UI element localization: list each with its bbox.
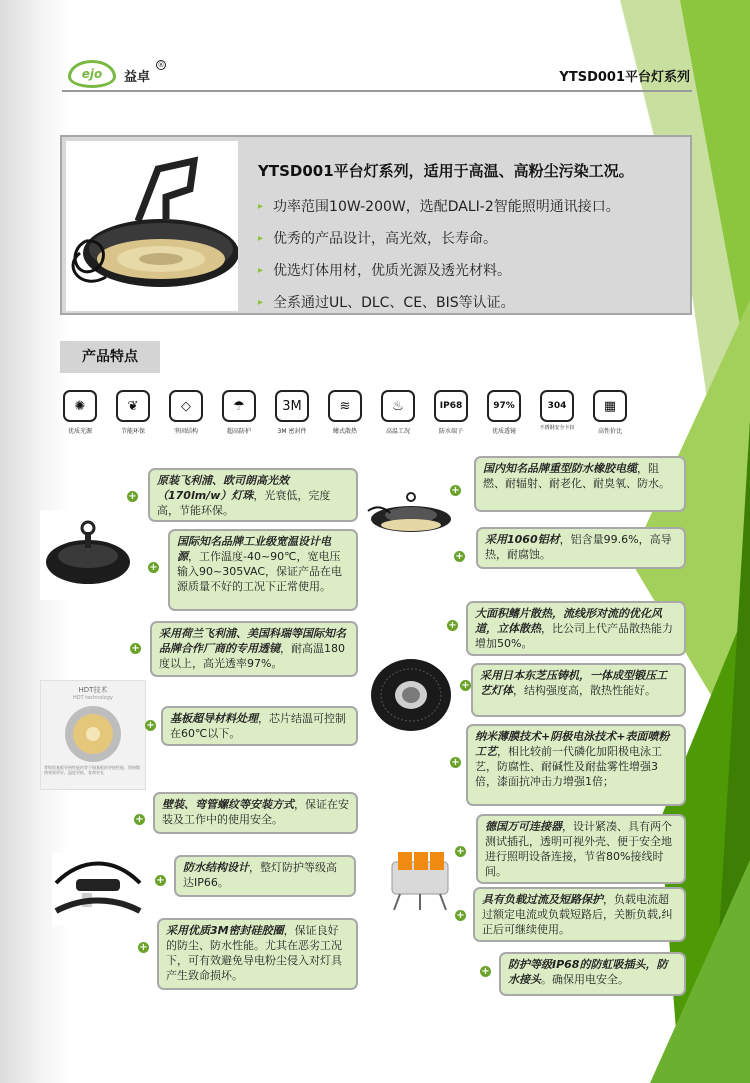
- callout-bold: 防护等级IP68的防虹吸插头，防水接头: [508, 958, 668, 986]
- callout-text: ，铝含量99.6%，高导热，耐腐蚀。: [485, 533, 672, 561]
- umbrella-icon: ☂: [222, 390, 256, 422]
- plus-icon: +: [451, 485, 460, 496]
- callout-aluminum: [476, 527, 686, 569]
- feature-heat-fins: [323, 390, 367, 436]
- feature-3m-seal: [270, 390, 314, 436]
- heat-sink-photo: [366, 655, 456, 735]
- feature-cost-effective: [588, 390, 632, 436]
- light-source-icon: ✺: [63, 390, 97, 422]
- hdt-subtitle: HDT technology: [72, 695, 114, 701]
- plus-icon: +: [481, 966, 490, 977]
- callout-bold: 采用荷兰飞利浦、美国科瑞等国际知名品牌合作厂商的专用透镜: [159, 627, 346, 655]
- plus-icon: +: [456, 910, 465, 921]
- leaf-icon: ❦: [116, 390, 150, 422]
- callout-die-casting: [471, 663, 686, 717]
- intro-bullet: [258, 223, 620, 255]
- plus-icon: +: [149, 562, 158, 573]
- brand-name: 益卓: [124, 70, 151, 85]
- feature-label: 高性价比: [597, 428, 622, 435]
- callout-text: ，结构强度高，散热性能好。: [513, 684, 656, 697]
- callout-text: ，芯片结温可控制在60℃以下。: [170, 712, 346, 740]
- logo-text: ejo: [81, 67, 103, 81]
- callout-text: 。确保用电安全。: [541, 973, 629, 986]
- intro-bullet: [258, 191, 620, 223]
- plus-icon: +: [139, 942, 148, 953]
- callout-text: ，阻燃、耐辐射、耐老化、耐臭氧、防水。: [483, 462, 670, 490]
- callout-bold: 原装飞利浦、欧司朗高光效（170lm/w）灯珠: [157, 474, 289, 502]
- intro-bullet-list: [258, 191, 620, 319]
- hdt-title: HDT技术: [78, 686, 108, 694]
- feature-high-temp: [376, 390, 420, 436]
- intro-panel: [60, 135, 692, 315]
- callout-text: ，工作温度-40~90℃，宽电压输入90~305VAC，保证产品在电源质量不好的工况下正常使用。: [177, 550, 343, 593]
- feature-label: 不锈钢安全卡扣: [539, 425, 575, 431]
- intro-bullet: [258, 287, 620, 319]
- intro-bullet: [258, 255, 620, 287]
- plus-icon: +: [455, 551, 464, 562]
- lens-icon: 97%: [487, 390, 521, 422]
- light-fixture-photo: [366, 485, 456, 543]
- callout-heat-dissipation: [466, 601, 686, 656]
- feature-lens: [482, 390, 526, 436]
- callout-cable: [474, 456, 686, 512]
- diamond-icon: ◇: [169, 390, 203, 422]
- feature-structure: [164, 390, 208, 436]
- plus-icon: +: [448, 620, 457, 631]
- callout-bold: 采用优质3M密封硅胶圈: [166, 924, 284, 937]
- callout-text: ，比公司上代产品散热能力增加50%。: [475, 622, 673, 650]
- high-bay-light-photo: [66, 141, 238, 311]
- plus-icon: +: [135, 814, 144, 825]
- callout-led-chips: [148, 468, 358, 522]
- plus-icon: +: [128, 491, 137, 502]
- hdt-board-figure: [40, 680, 146, 790]
- high-bay-light-side-photo: [40, 510, 136, 600]
- callout-connector: [476, 814, 686, 884]
- feature-label: 节能环保: [120, 428, 145, 435]
- seal-icon: 3M: [275, 390, 309, 422]
- callout-text: ，整灯防护等级高达IP66。: [183, 861, 337, 889]
- section-title: 产品特点: [60, 341, 160, 373]
- plus-icon: +: [146, 720, 155, 731]
- bullet-arrow-icon: ▸: [258, 233, 264, 244]
- waterproof-cable-photo: [52, 853, 144, 925]
- callout-bold: 国内知名品牌重型防水橡胶电缆: [483, 462, 637, 475]
- plus-icon: +: [456, 846, 465, 857]
- callout-bold: 国际知名品牌工业级宽温设计电源: [177, 535, 331, 563]
- registered-mark: ®: [157, 61, 165, 69]
- feature-label: 优质光源: [67, 428, 92, 435]
- feature-stainless-clip: [535, 390, 579, 432]
- feature-label: 防水端子: [438, 428, 463, 435]
- callout-lens: [150, 621, 358, 677]
- intro-bullet-text: 优选灯体用材，优质光源及透光材料。: [273, 263, 512, 279]
- feature-label: 高温工况: [385, 428, 410, 435]
- feature-label: 优质透镜: [491, 428, 516, 435]
- callout-bold: 壁装、弯管螺纹等安装方式: [162, 798, 294, 811]
- series-title: YTSD001平台灯系列: [559, 70, 690, 85]
- feature-icon-row: [58, 390, 628, 442]
- plus-icon: +: [461, 680, 470, 691]
- callout-bold: 具有负载过流及短路保护: [482, 893, 603, 906]
- plus-icon: +: [131, 643, 140, 654]
- callout-text: ，保证在安装及工作中的使用安全。: [162, 798, 349, 826]
- callout-coating: [466, 724, 686, 806]
- callout-bold: 基板超导材料处理: [170, 712, 258, 725]
- callout-ip68-plug: [499, 952, 686, 996]
- feature-label: 坚固结构: [173, 428, 198, 435]
- feature-protection: [217, 390, 261, 436]
- callout-bold: 大面积鳍片散热，流线形对流的优化风道，立体散热: [475, 607, 662, 635]
- intro-title: YTSD001平台灯系列，适用于高温、高粉尘污染工况。: [258, 162, 634, 180]
- callout-3m-seal: [157, 918, 358, 990]
- bullet-arrow-icon: ▸: [258, 201, 264, 212]
- bullet-arrow-icon: ▸: [258, 297, 264, 308]
- callout-power-supply: [168, 529, 358, 611]
- feature-label: 鳍式散热: [332, 428, 357, 435]
- callout-text: ，负载电流超过额定电流或负载短路后，关断负载,纠正后可继续使用。: [482, 893, 673, 936]
- callout-bold: 防水结构设计: [183, 861, 249, 874]
- header-divider: [62, 90, 692, 92]
- led-board-icon: [58, 703, 128, 765]
- callout-text: ，相比较前一代磷化加阳极电泳工艺，防腐性、耐碱性及耐盐雾性增强3倍，漆面抗冲击力增强1倍；: [475, 745, 662, 788]
- callout-text: ，耐高温180度以上，高光透率97%。: [159, 642, 345, 670]
- intro-bullet-text: 功率范围10W-200W，选配DALI-2智能照明通讯接口。: [273, 199, 620, 215]
- feature-label: 超高防护: [226, 428, 251, 435]
- callout-bold: 采用日本东芝压铸机，一体成型锻压工艺灯体: [480, 669, 667, 697]
- callout-text: ，保证良好的防尘、防水性能。尤其在恶劣工况下，可有效避免导电粉尘侵入对灯具产生致命损坏。: [166, 924, 342, 982]
- calculator-icon: ▦: [593, 390, 627, 422]
- plus-icon: +: [156, 875, 165, 886]
- ip68-icon: IP68: [434, 390, 468, 422]
- feature-label: 3M 密封件: [277, 428, 307, 435]
- feature-light-source: [58, 390, 102, 436]
- callout-bold: 德国万可连接器: [485, 820, 562, 833]
- wago-connector-photo: [380, 840, 460, 910]
- ejo-logo: [68, 60, 116, 88]
- clip-304-icon: 304: [540, 390, 574, 422]
- intro-bullet-text: 优秀的产品设计，高光效，长寿命。: [273, 231, 498, 247]
- plus-icon: +: [451, 757, 460, 768]
- intro-bullet-text: 全系通过UL、DLC、CE、BIS等认证。: [273, 295, 515, 311]
- hdt-caption: 等级铝基板导热性能约等于铜基板的导热性能，焊接散热效果更好，温度更低，寿命更长: [44, 765, 140, 775]
- bullet-arrow-icon: ▸: [258, 265, 264, 276]
- callout-bold: 纳米薄膜技术+阴极电泳技术+表面喷粉工艺: [475, 730, 670, 758]
- feature-waterproof-terminal: [429, 390, 473, 436]
- callout-overload-protection: [473, 887, 686, 942]
- callout-text: ，设计紧凑、具有两个测试插孔，透明可视外壳、便于安全地进行照明设备连接，节省80%接线时间。: [485, 820, 672, 878]
- heat-fins-icon: ≋: [328, 390, 362, 422]
- feature-energy-saving: [111, 390, 155, 436]
- callout-text: ，光衰低，完度高，节能环保。: [157, 489, 331, 517]
- callout-bold: 采用1060铝材: [485, 533, 560, 546]
- flame-icon: ♨: [381, 390, 415, 422]
- callout-substrate: [161, 706, 358, 746]
- callout-installation: [153, 792, 358, 834]
- callout-waterproof: [174, 855, 356, 897]
